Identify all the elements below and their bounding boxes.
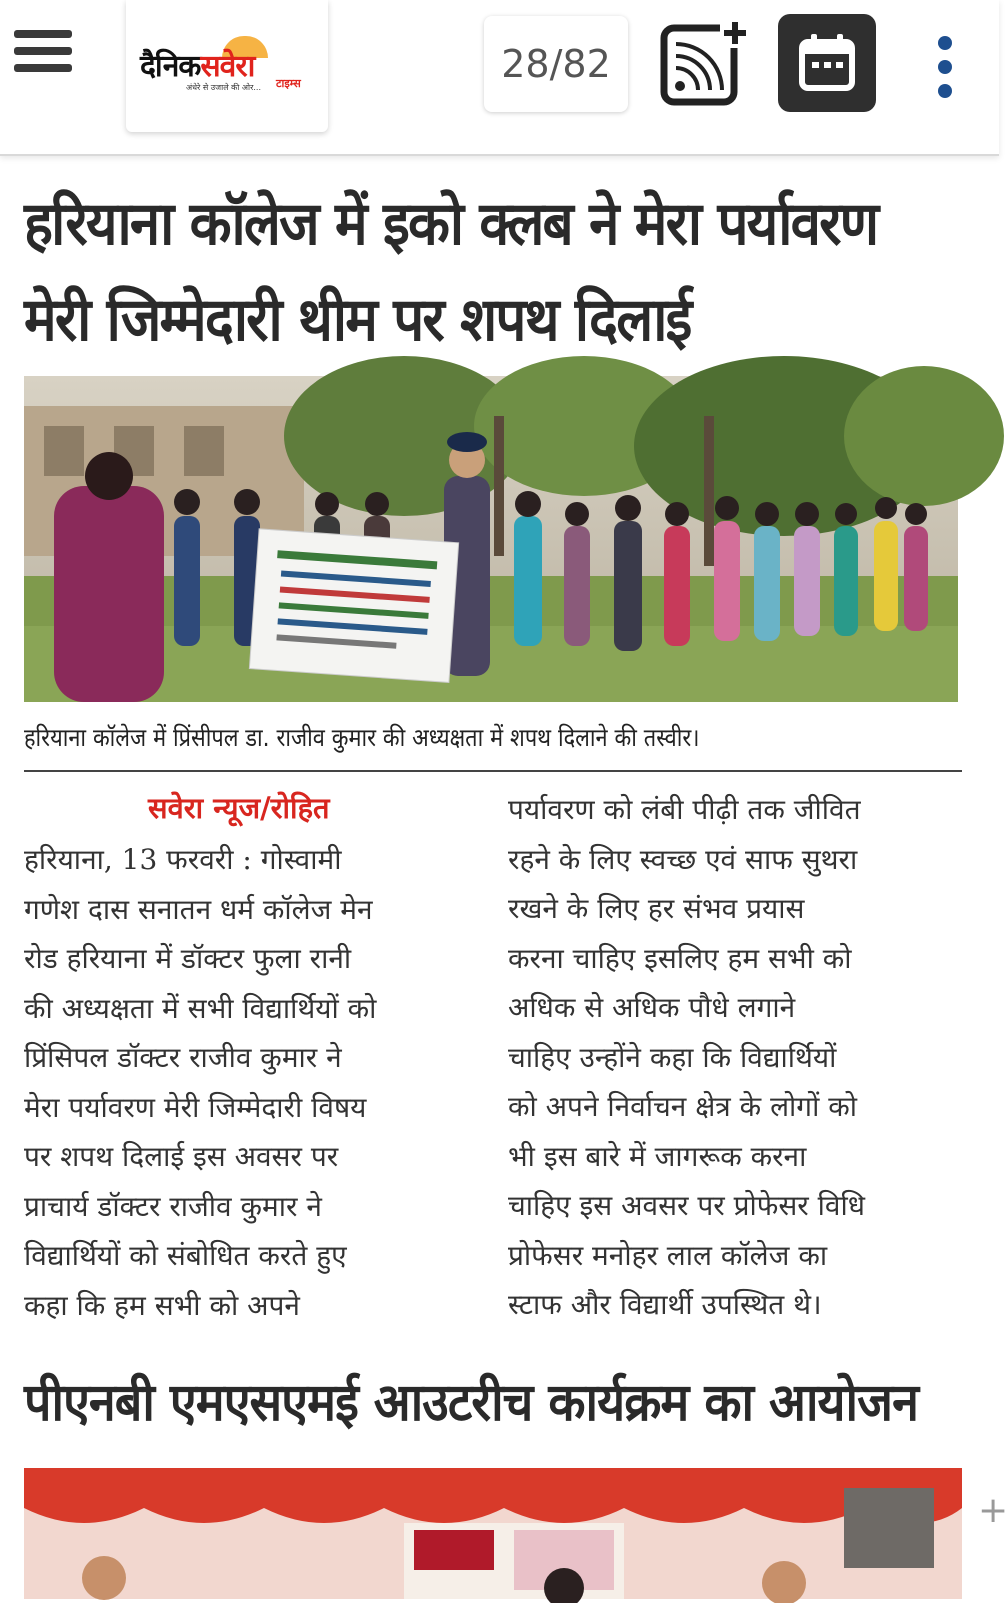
article-headline <box>24 176 889 368</box>
newspaper-logo[interactable] <box>126 0 328 132</box>
body-line: कहा कि हम सभी को अपने <box>24 1288 300 1322</box>
next-article-photo[interactable] <box>24 1468 962 1599</box>
hamburger-menu-icon[interactable] <box>14 30 74 80</box>
body-line: करना चाहिए इसलिए हम सभी को <box>508 941 852 975</box>
body-line: को अपने निर्वाचन क्षेत्र के लोगों को <box>508 1090 857 1123</box>
photo-caption: हरियाना कॉलेज में प्रिंसीपल डा. राजीव कुमार की अध्यक्षता में शपथ दिलाने की तस्वीर। <box>24 723 700 752</box>
logo-times: टाइम्स <box>276 77 301 90</box>
headline-line: हरियाना कॉलेज में इको क्लब ने मेरा पर्यावरण <box>24 189 878 259</box>
logo-tagline: अंधेरे से उजाले की ओर... <box>186 83 262 92</box>
calendar-icon[interactable] <box>778 14 876 112</box>
app-bar <box>0 0 999 156</box>
body-line: स्टाफ और विद्यार्थी उपस्थित थे। <box>508 1288 822 1321</box>
body-line: प्रोफेसर मनोहर लाल कॉलेज का <box>508 1238 828 1272</box>
body-line: प्राचार्य डॉक्टर राजीव कुमार ने <box>24 1189 322 1223</box>
body-line: गणेश दास सनातन धर्म कॉलेज मेन <box>24 892 373 926</box>
article-body-right-column <box>508 785 962 1330</box>
article-photo[interactable] <box>24 376 958 702</box>
body-line: रखने के लिए हर संभव प्रयास <box>508 892 805 925</box>
body-line: भी इस बारे में जागरूक करना <box>508 1139 807 1173</box>
body-line: चाहिए इस अवसर पर प्रोफेसर विधि <box>508 1189 865 1222</box>
body-line: की अध्यक्षता में सभी विद्यार्थियों को <box>24 991 377 1025</box>
article-body-left-column <box>24 835 474 1330</box>
edge-plus-icon: + <box>978 1490 1008 1531</box>
body-line: प्रिंसिपल डॉक्टर राजीव कुमार ने <box>24 1041 342 1074</box>
logo-title: दैनिकसवेरा <box>140 49 255 84</box>
body-line: रोड हरियाना में डॉक्टर फुला रानी <box>24 942 352 975</box>
body-line: विद्यार्थियों को संबोधित करते हुए <box>24 1239 347 1272</box>
body-line: मेरा पर्यावरण मेरी जिम्मेदारी विषय <box>24 1090 367 1124</box>
headline-line: मेरी जिम्मेदारी थीम पर शपथ दिलाई <box>24 285 691 355</box>
rss-add-icon[interactable] <box>660 18 750 108</box>
body-line: पर्यावरण को लंबी पीढ़ी तक जीवित <box>508 793 861 826</box>
more-vertical-icon[interactable] <box>930 36 960 106</box>
caption-divider <box>24 770 962 772</box>
body-line: चाहिए उन्होंने कहा कि विद्यार्थियों <box>508 1040 837 1074</box>
article-byline: सवेरा न्यूज/रोहित <box>148 791 330 825</box>
body-line: पर शपथ दिलाई इस अवसर पर <box>24 1140 339 1173</box>
next-article-headline[interactable]: पीएनबी एमएसएमई आउटरीच कार्यक्रम का आयोजन <box>24 1373 918 1433</box>
body-line: अधिक से अधिक पौधे लगाने <box>508 991 796 1024</box>
body-line: हरियाना, 13 फरवरी : गोस्वामी <box>24 843 342 876</box>
page-counter[interactable]: 28/82 <box>484 16 628 112</box>
body-line: रहने के लिए स्वच्छ एवं साफ सुथरा <box>508 842 858 876</box>
